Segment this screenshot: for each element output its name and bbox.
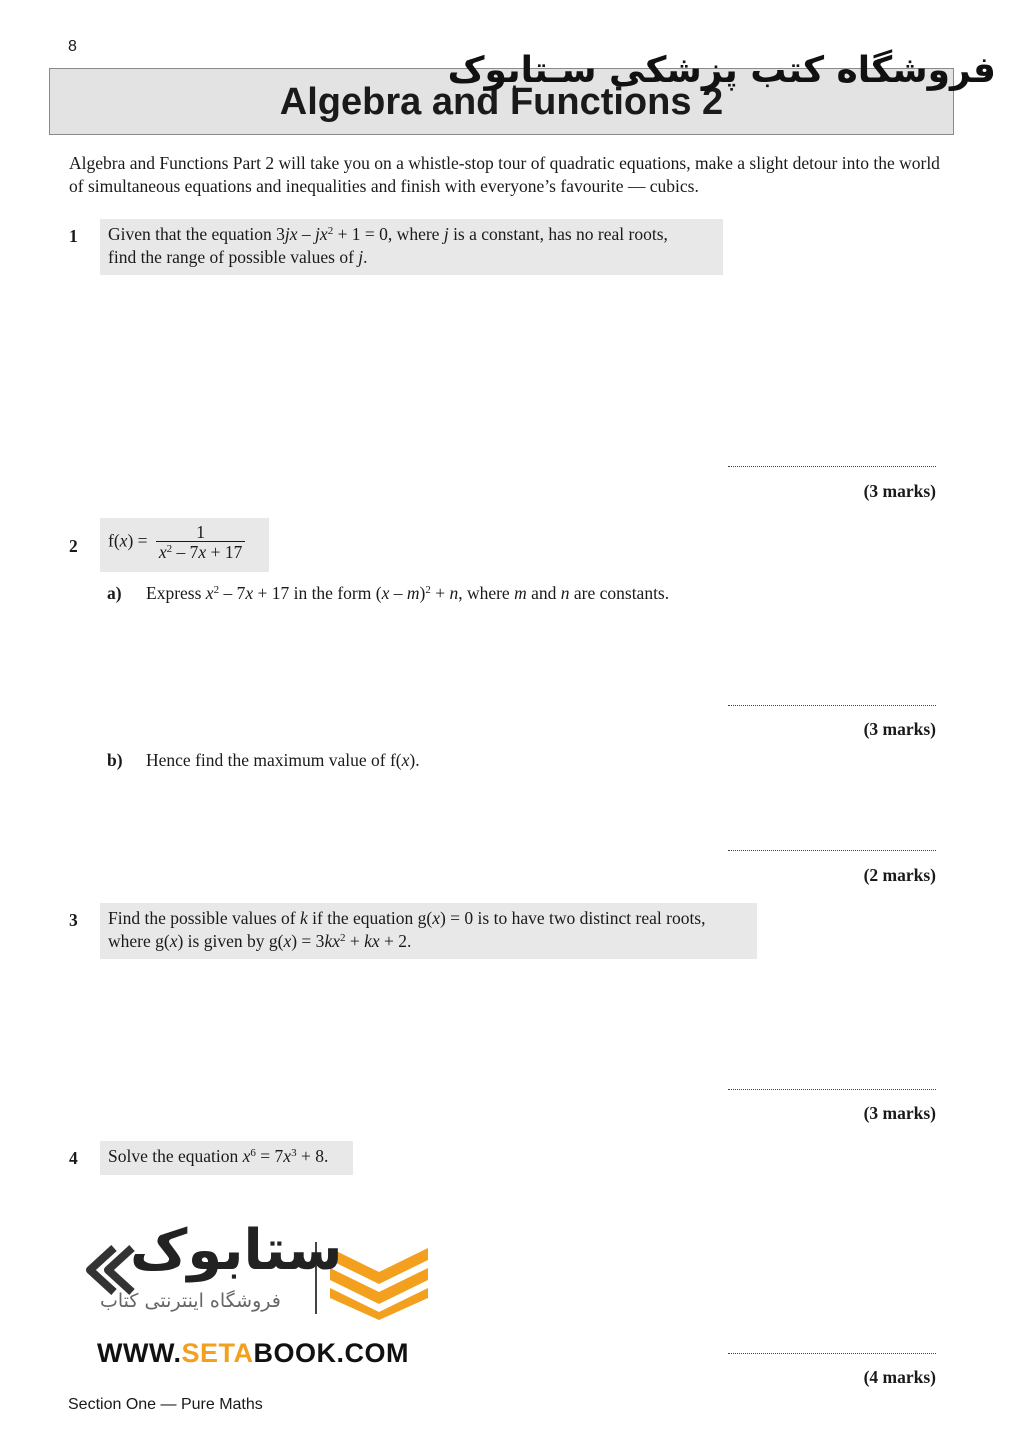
- marks-label: (3 marks): [863, 719, 936, 739]
- page-title: Algebra and Functions 2: [279, 81, 724, 123]
- question-1-line-1: Given that the equation $3jx - jx^2 + 1 = 0$, where j is a constant, has no real roots,: [108, 224, 668, 244]
- part-label: b): [107, 750, 123, 770]
- question-3-box: [100, 903, 757, 959]
- question-number: 3: [69, 910, 78, 930]
- part-label: a): [107, 583, 122, 603]
- question-1-box: [100, 219, 723, 275]
- logo-brand: ستابوک: [130, 1218, 343, 1283]
- question-2b-text: Hence find the maximum value of f(x).: [146, 750, 420, 770]
- question-number: 1: [69, 226, 78, 246]
- question-2-box: [100, 518, 269, 572]
- marks-label: (3 marks): [863, 481, 936, 501]
- question-2a-text: Express $x^2 - 7x + 17$ in the form (x – m)$^2$ + n, where m and n are constants.: [146, 583, 670, 603]
- answer-line[interactable]: [728, 1353, 936, 1354]
- footer-section-label: Section One — Pure Maths: [68, 1396, 263, 1413]
- logo-tagline: فروشگاه اینترنتی کتاب: [100, 1290, 281, 1312]
- function-definition: f(x) =: [108, 530, 148, 551]
- question-3-line-1: Find the possible values of k if the equation g(x) = 0 is to have two distinct real roots,: [108, 908, 706, 928]
- question-3-line-2: where g(x) is given by $g(x) = 3kx^2$ + kx + 2.: [108, 931, 412, 951]
- question-1-line-2: find the range of possible values of j.: [108, 247, 368, 267]
- question-4-box: Solve the equation $x^6 = 7x^3 + 8$.: [100, 1141, 353, 1175]
- answer-line[interactable]: [728, 850, 936, 851]
- marks-label: (2 marks): [863, 865, 936, 885]
- question-number: 2: [69, 536, 78, 556]
- question-number: 4: [69, 1148, 78, 1168]
- logo-url: WWW.SETABOOK.COM: [97, 1338, 409, 1368]
- intro-paragraph: Algebra and Functions Part 2 will take you on a whistle-stop tour of quadratic equations, make a slight detour into the world of simultaneous equations and inequalities and finish with everyone’s favourite — cubics.: [69, 153, 940, 196]
- marks-label: (3 marks): [863, 1103, 936, 1123]
- marks-label: (4 marks): [863, 1367, 936, 1387]
- watermark-text: فروشگاه کتب پزشکی سـتابوک: [447, 50, 996, 91]
- fraction: $\frac{1}{x^2 - 7x + 17}$: [156, 523, 245, 562]
- answer-line[interactable]: [728, 466, 936, 467]
- answer-line[interactable]: [728, 705, 936, 706]
- page-number: 8: [68, 38, 77, 55]
- answer-line[interactable]: [728, 1089, 936, 1090]
